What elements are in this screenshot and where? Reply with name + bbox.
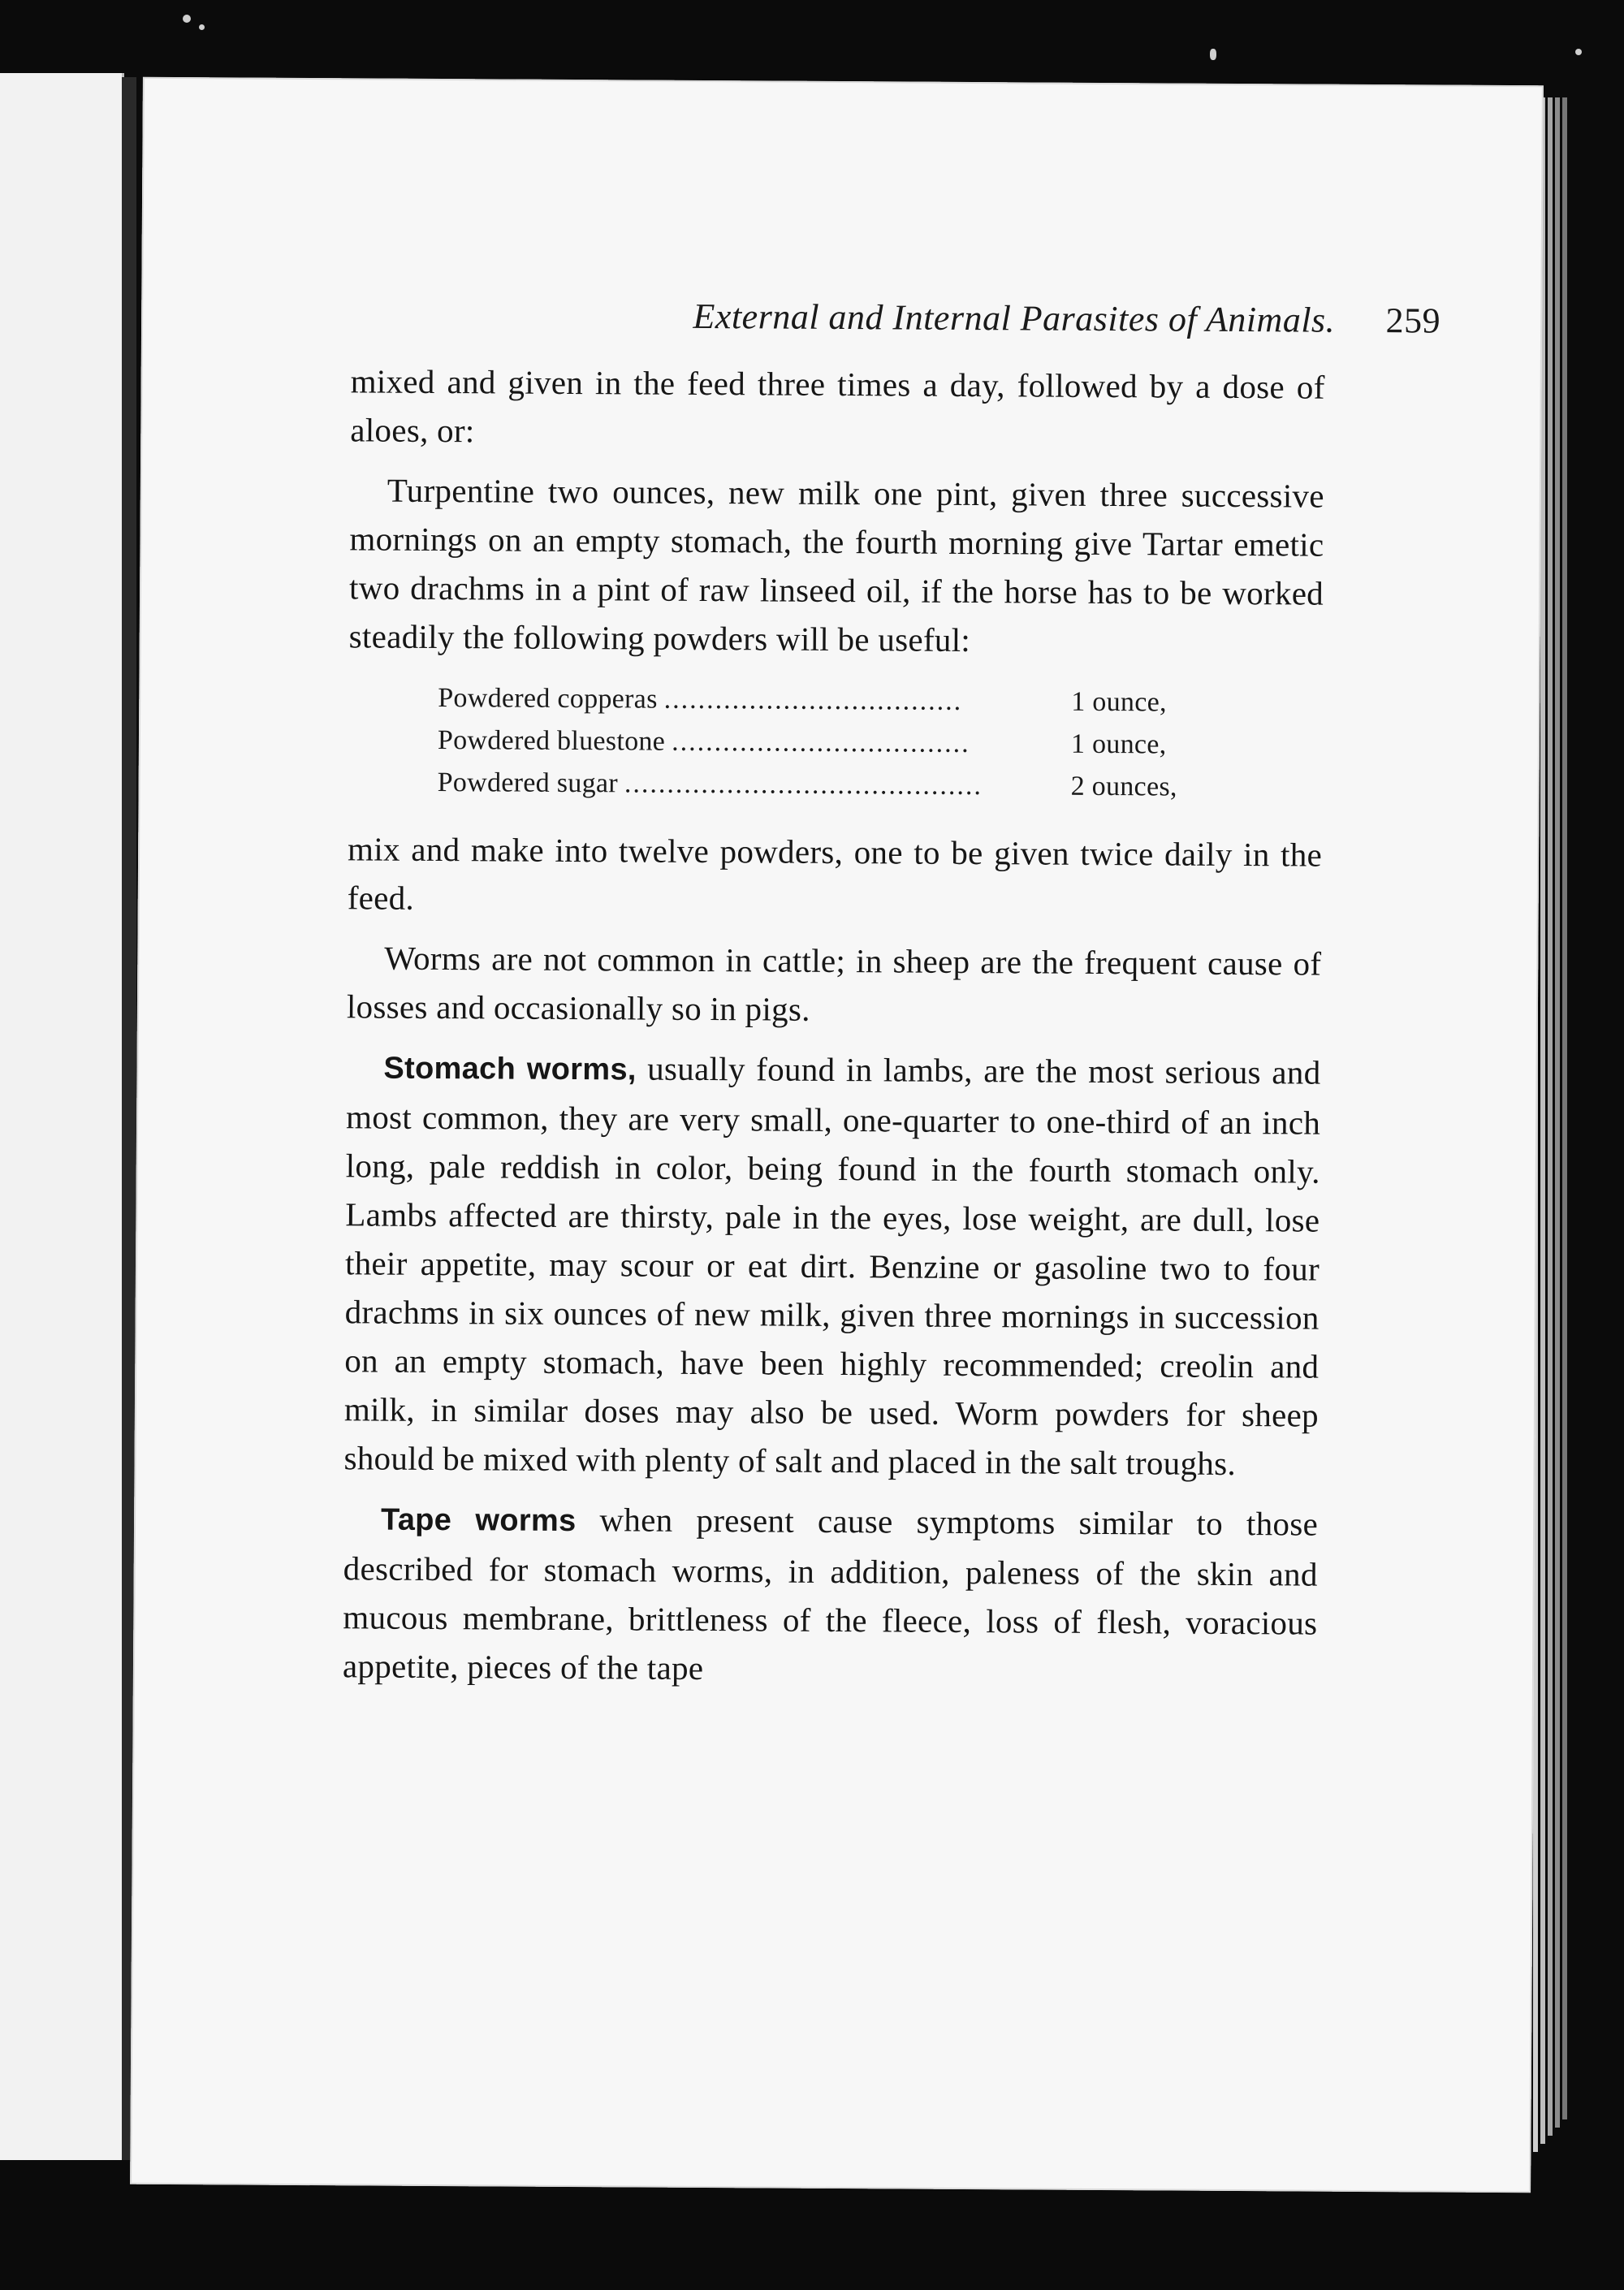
scan-speck xyxy=(199,24,205,30)
paragraph: mix and make into twelve powders, one to be given twice daily in the feed. xyxy=(347,830,1323,917)
previous-page-edge xyxy=(0,73,124,2160)
paragraph: Turpentine two ounces, new milk one pint, given three successive mornings on an empty stomach, the fourth morning give Tartar emetic two drachms in a pint of raw linseed oil, if the horse has to be worked steadily the following powders will be useful: xyxy=(348,471,1324,659)
recipe-item xyxy=(438,677,1217,724)
scan-speck xyxy=(1575,49,1582,55)
page-edge xyxy=(1555,97,1560,2128)
page-edge xyxy=(1548,97,1553,2136)
recipe-item xyxy=(438,719,1217,767)
run-in-heading: Stomach worms, xyxy=(383,1051,637,1087)
recipe-ingredient: Powdered copperas xyxy=(438,682,658,715)
recipe-item xyxy=(437,762,1216,809)
leader-dots: ................................... xyxy=(663,684,963,716)
paragraph-text: usually found in lambs, are the most serious and most common, they are very small, one-quarter to one-third of an inch long, pale reddish in color, being found in the fourth stomach only. Lambs affected are thirsty, pale in the eyes, lose weight, are dull, lose their appetite, may scour or eat dirt. Benzine or gasoline two to four drachms in six ounces of new milk, given three mornings in succession on an empty stomach, have been highly recommended; creolin and milk, in similar doses may also be used. Worm powders for sheep should be mixed with plenty of salt and placed in the salt troughs. xyxy=(343,1049,1321,1483)
run-in-heading: Tape worms xyxy=(380,1502,577,1539)
page-number: 259 xyxy=(1385,300,1441,341)
scan-speck xyxy=(1210,49,1216,60)
leader-dots: .......................................... xyxy=(624,768,983,802)
scan-speck xyxy=(183,15,191,23)
recipe-ingredient: Powdered sugar xyxy=(437,767,619,799)
paragraph: Worms are not common in cattle; in sheep are the frequent cause of losses and occasionally so in pigs. xyxy=(346,939,1322,1028)
recipe-quantity: 1 ounce, xyxy=(1070,728,1167,760)
recipe-ingredient: Powdered bluestone xyxy=(437,724,666,757)
book-page xyxy=(130,77,1544,2193)
recipe-quantity: 1 ounce, xyxy=(1071,686,1167,718)
recipe-quantity: 2 ounces, xyxy=(1070,771,1177,802)
paragraph: mixed and given in the feed three times a day, followed by a dose of aloes, or: xyxy=(350,362,1325,450)
paragraph-text: when present cause symptoms similar to those described for stomach worms, in addition, paleness of the skin and mucous membrane, brittleness of the fleece, loss of flesh, voracious appetite, pieces of the tape xyxy=(342,1501,1319,1687)
running-head-title: External and Internal Parasites of Animals. xyxy=(693,296,1336,340)
paragraph xyxy=(343,1493,1318,1696)
leader-dots: ................................... xyxy=(672,726,970,758)
page-edge xyxy=(1562,97,1567,2119)
recipe-list xyxy=(437,677,1217,809)
running-head xyxy=(466,294,1461,341)
paragraph xyxy=(343,1042,1320,1488)
body-text xyxy=(343,356,1325,1707)
